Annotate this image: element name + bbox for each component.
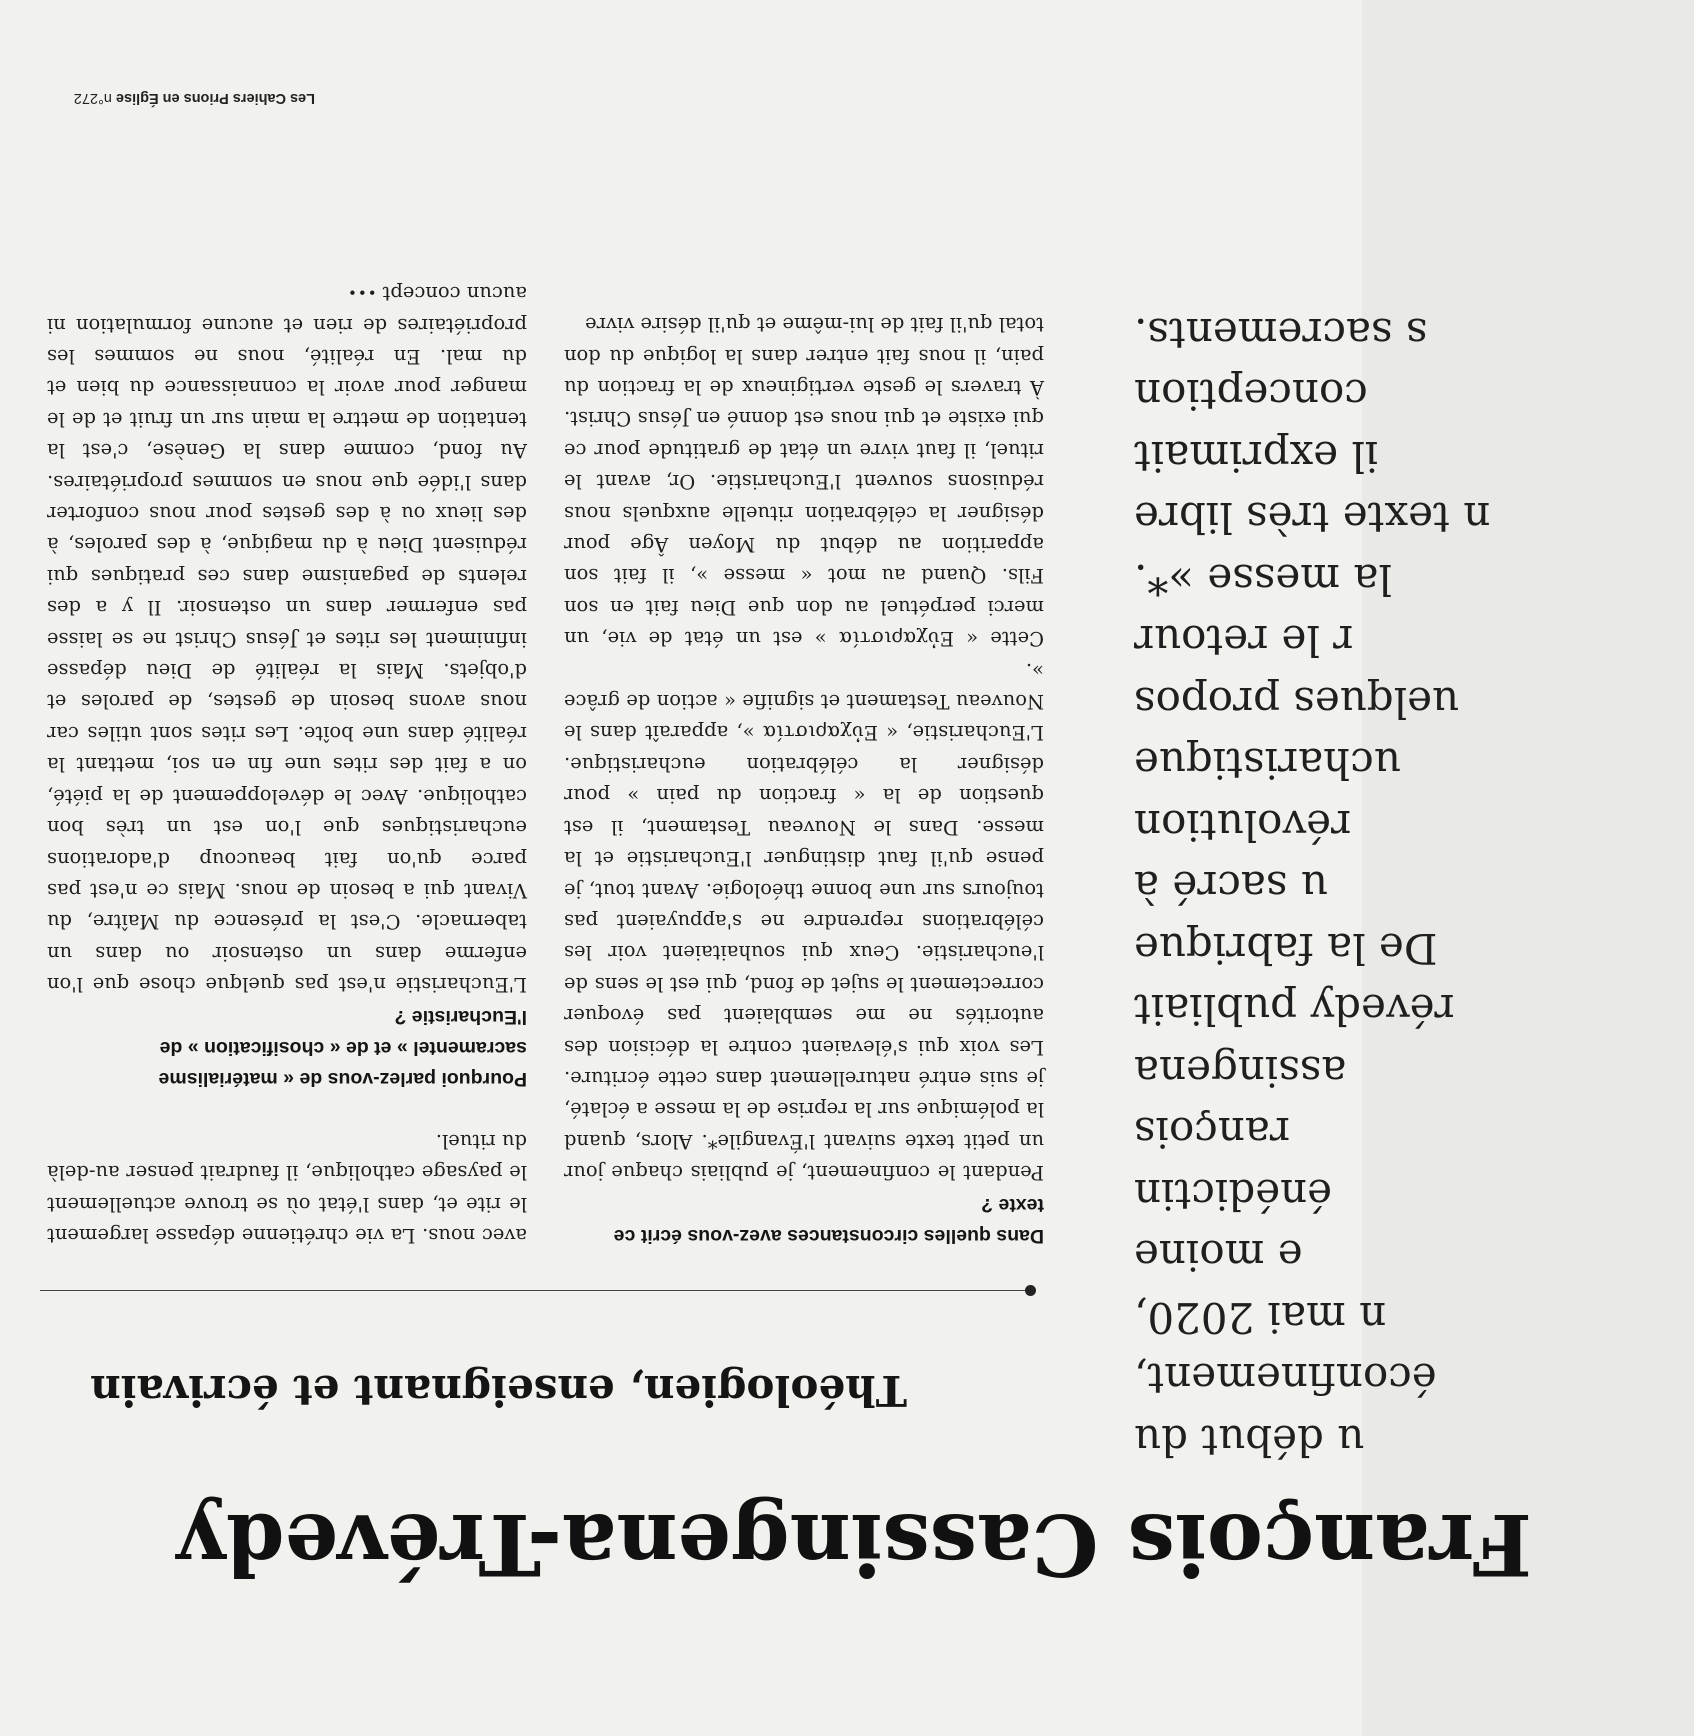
end-of-article-mark: •••	[347, 283, 377, 302]
magazine-brand: Les Cahiers Prions en Église	[115, 90, 315, 106]
author-name: François Cassingena-Trévedy	[177, 1495, 1532, 1594]
separator-dot	[1025, 1285, 1036, 1296]
intro-block	[1122, 301, 1491, 1471]
article-column-left	[564, 309, 1044, 1251]
magazine-footer	[74, 90, 315, 106]
intro-text: u début du éconfinement, n mai 2020, e moine énédictin rançois assingena révedy publiait De la fabrique u sacré à révolution ucharistique uelques propos r le retour la messe »*. n texte très libre il exprimait conception s sacrements.	[1134, 309, 1491, 1465]
answer-paragraph-4	[47, 276, 527, 1000]
answer-paragraph-4-text: L'Eucharistie n'est pas quelque chose que l'on enferme dans un ostensoir ou dans un tabernacle. C'est la présence du Maître, du Vivant qui a besoin de nous. Mais ce n'est pas parce qu'on fait beaucoup d'adorations eucharistiques que l'on est un très bon catholique. Avec le développement de la piété, on a fait des rites une fin en soi, mettant la réalité dans une boîte. Les rites sont utiles car nous avons besoin de gestes, de paroles et d'objets. Mais la réalité de Dieu dépasse infiniment les rites et Jésus Christ ne se laisse pas enfermer dans un ostensoir. Il y a des relents de paganisme dans ces pratiques qui réduisent Dieu à du magique, à des paroles, à des lieux ou à des gestes pour nous conforter dans l'idée que nous en sommes propriétaires. Au fond, comme dans la Genèse, c'est la tentation de mettre la main sur un fruit et de le manger pour avoir la connaissance du bien et du mal. En réalité, nous ne sommes les propriétaires de rien et aucune formulation ni aucun concept	[47, 282, 527, 997]
magazine-issue: n°272	[73, 90, 112, 106]
separator-rule	[40, 1290, 1030, 1291]
question-heading-2: Pourquoi parlez-vous de « matérialisme sacramentel » et de « chosification » de l'Eucharistie ?	[158, 1005, 527, 1091]
author-role: Théologien, enseignant et écrivain	[90, 1366, 907, 1415]
answer-paragraph-2: Cette « Εὐχαριστία » est un état de vie, un merci perpétuel au don que Dieu fait en son Fils. Quand au mot « messe », il fait son apparition au début du Moyen Âge pour désigner la célébration rituelle auxquels nous réduisons souvent l'Eucharistie. Or, avant le rituel, il faut vivre un état de gratitude pour ce qui existe et qui nous est donné en Jésus Christ. À travers le geste vertigineux de la fraction du pain, il nous fait entrer dans la logique du don total qu'il fait de lui-même et qu'il désire vivre	[564, 313, 1044, 651]
question-heading-1: Dans quelles circonstances avez-vous écrit ce texte ?	[613, 1193, 1044, 1247]
answer-paragraph-3: avec nous. La vie chrétienne dépasse largement le rite et, dans l'état où se trouve actuellement le paysage catholique, il faudrait penser au-delà du rituel.	[47, 1129, 527, 1247]
answer-paragraph-1: Pendant le confinement, je publiais chaque jour un petit texte suivant l'Évangile*. Alors, quand la polémique sur la reprise de la messe a éclaté, je suis entré naturellement dans cette écriture. Les voix qui s'élevaient contre la décision des autorités ne me semblaient pas évoquer correctement le sujet de fond, qui est le sens de l'eucharistie. Ceux qui souhaitaient voir les célébrations reprendre ne s'appuyaient pas toujours sur une bonne théologie. Avant tout, je pense qu'il faut distinguer l'Eucharistie et la messe. Dans le Nouveau Testament, il est question de la « fraction du pain » pour désigner la célébration eucharistique. L'Eucharistie, « Εὐχαριστία », apparaît dans le Nouveau Testament et signifie « action de grâce ».	[564, 658, 1044, 1185]
article-column-right	[47, 276, 527, 1251]
